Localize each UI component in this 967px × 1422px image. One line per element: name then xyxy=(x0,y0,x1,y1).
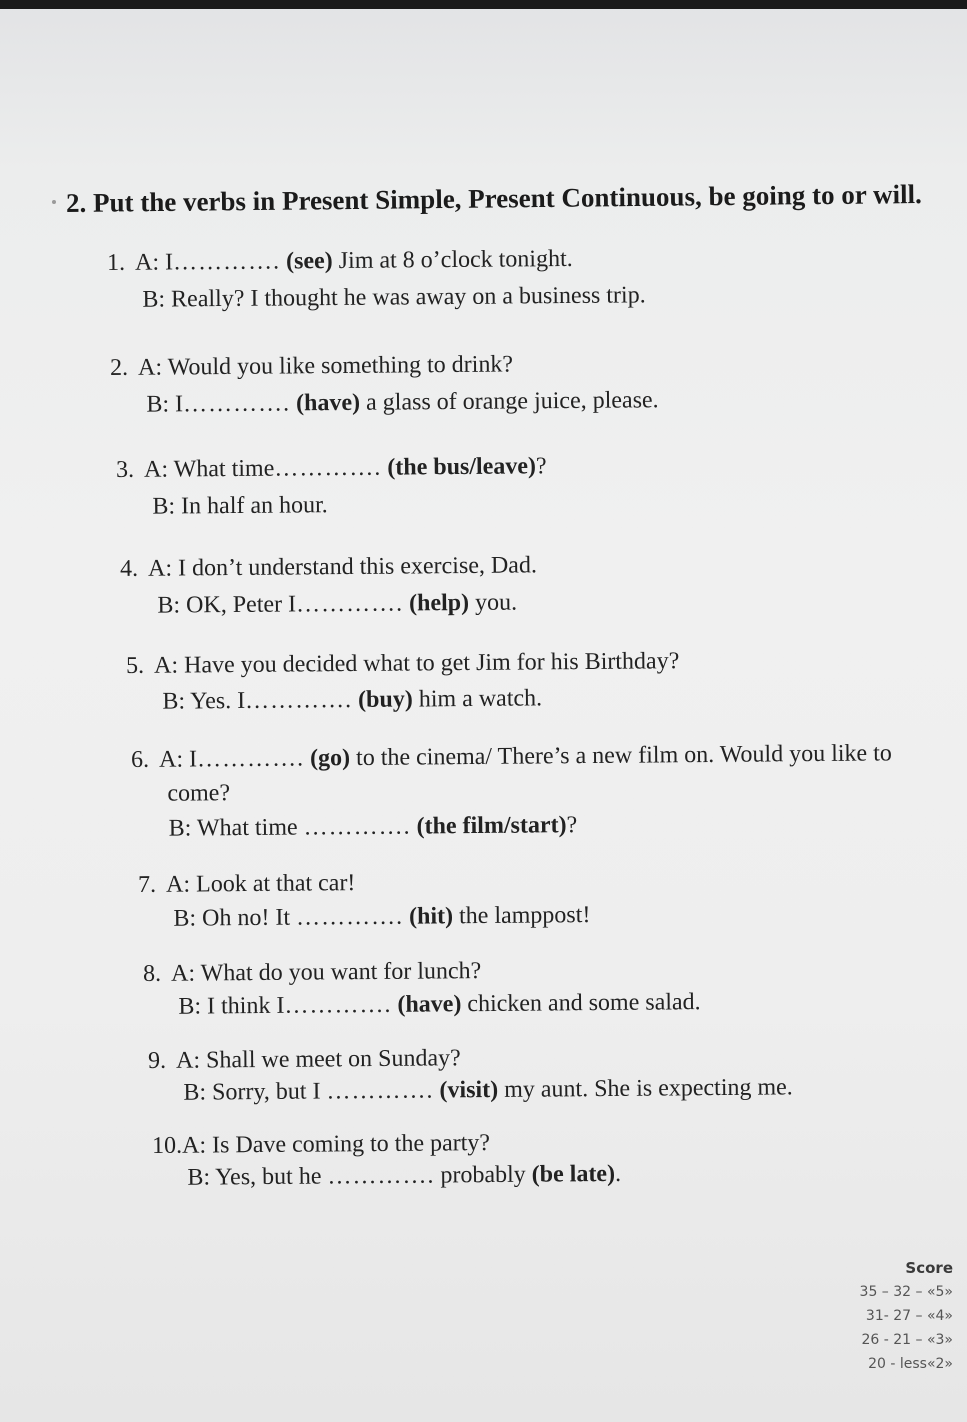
answer-blank: …………. xyxy=(172,248,281,276)
item-9-line-b: B: Sorry, but I …………. (visit) my aunt. She is expecting me. xyxy=(183,1074,793,1106)
answer-blank: …………. xyxy=(182,390,291,418)
verb-prompt: (hit) xyxy=(408,903,454,930)
answer-blank: …………. xyxy=(327,1162,435,1190)
answer-blank: …………. xyxy=(295,903,404,931)
answer-blank: …………. xyxy=(326,1077,434,1105)
item-8-line-a: 8. A: What do you want for lunch? xyxy=(143,958,482,987)
item-1-line-b: B: Really? I thought he was away on a business trip. xyxy=(142,282,646,313)
score-title: Score xyxy=(905,1259,953,1277)
score-row: 31- 27 – «4» xyxy=(865,1308,953,1324)
answer-blank: …………. xyxy=(295,590,404,618)
item-number: 10. xyxy=(152,1132,183,1159)
item-10-line-a: 10.A: Is Dave coming to the party? xyxy=(152,1130,491,1159)
item-2-line-a: 2. A: Would you like something to drink? xyxy=(110,351,514,381)
item-number: 9. xyxy=(148,1047,167,1074)
verb-prompt: (buy) xyxy=(358,686,413,713)
item-6-line-b: B: What time …………. (the film/start)? xyxy=(168,812,578,842)
verb-prompt: (be late) xyxy=(531,1160,616,1188)
verb-prompt: (the bus/leave) xyxy=(387,453,537,481)
item-number: 4. xyxy=(120,555,139,582)
item-6-line-a-cont: come? xyxy=(167,780,231,807)
margin-dot xyxy=(52,200,56,204)
item-number: 7. xyxy=(138,871,157,898)
item-8-line-b: B: I think I…………. (have) chicken and some salad. xyxy=(178,989,701,1020)
item-9-line-a: 9. A: Shall we meet on Sunday? xyxy=(148,1045,461,1074)
verb-prompt: (see) xyxy=(285,248,333,275)
item-number: 8. xyxy=(143,960,162,987)
item-number: 1. xyxy=(107,249,126,276)
item-3-line-a: 3. A: What time…………. (the bus/leave)? xyxy=(116,453,547,483)
answer-blank: …………. xyxy=(284,991,392,1019)
item-3-line-b: B: In half an hour. xyxy=(152,492,328,520)
answer-blank: …………. xyxy=(245,687,353,714)
item-6-line-a: 6. A: I…………. (go) to the cinema/ There’s a new film on. Would you like to xyxy=(131,740,892,773)
screen-top-edge xyxy=(0,0,967,9)
verb-prompt: (have) xyxy=(295,389,361,417)
answer-blank: …………. xyxy=(274,454,382,482)
verb-prompt: (have) xyxy=(397,991,462,1018)
item-7-line-a: 7. A: Look at that car! xyxy=(138,870,356,898)
score-row: 20 - less«2» xyxy=(868,1356,953,1372)
item-number: 5. xyxy=(126,652,145,679)
item-4-line-b: B: OK, Peter I…………. (help) you. xyxy=(157,589,518,619)
exercise-heading: 2. Put the verbs in Present Simple, Present Continuous, be going to or will. xyxy=(65,179,922,218)
item-2-line-b: B: I…………. (have) a glass of orange juice, please. xyxy=(146,387,659,418)
score-table xyxy=(828,1256,953,1376)
item-7-line-b: B: Oh no! It …………. (hit) the lamppost! xyxy=(173,902,591,932)
verb-prompt: (visit) xyxy=(439,1076,499,1104)
score-row: 35 – 32 – «5» xyxy=(859,1284,953,1300)
item-10-line-b: B: Yes, but he …………. probably (be late). xyxy=(187,1160,622,1191)
answer-blank: …………. xyxy=(303,813,411,841)
item-number: 2. xyxy=(110,354,129,381)
answer-blank: …………. xyxy=(196,745,305,773)
item-1-line-a: 1. A: I…………. (see) Jim at 8 o’clock tonight. xyxy=(107,245,573,276)
item-number: 6. xyxy=(131,746,150,773)
verb-prompt: (go) xyxy=(309,745,351,772)
item-5-line-b: B: Yes. I…………. (buy) him a watch. xyxy=(162,685,543,715)
item-4-line-a: 4. A: I don’t understand this exercise, Dad. xyxy=(120,552,538,582)
verb-prompt: (help) xyxy=(408,589,470,617)
verb-prompt: (the film/start) xyxy=(416,812,567,840)
item-5-line-a: 5. A: Have you decided what to get Jim for his Birthday? xyxy=(126,648,680,679)
item-number: 3. xyxy=(116,456,135,483)
score-row: 26 - 21 – «3» xyxy=(861,1332,953,1348)
